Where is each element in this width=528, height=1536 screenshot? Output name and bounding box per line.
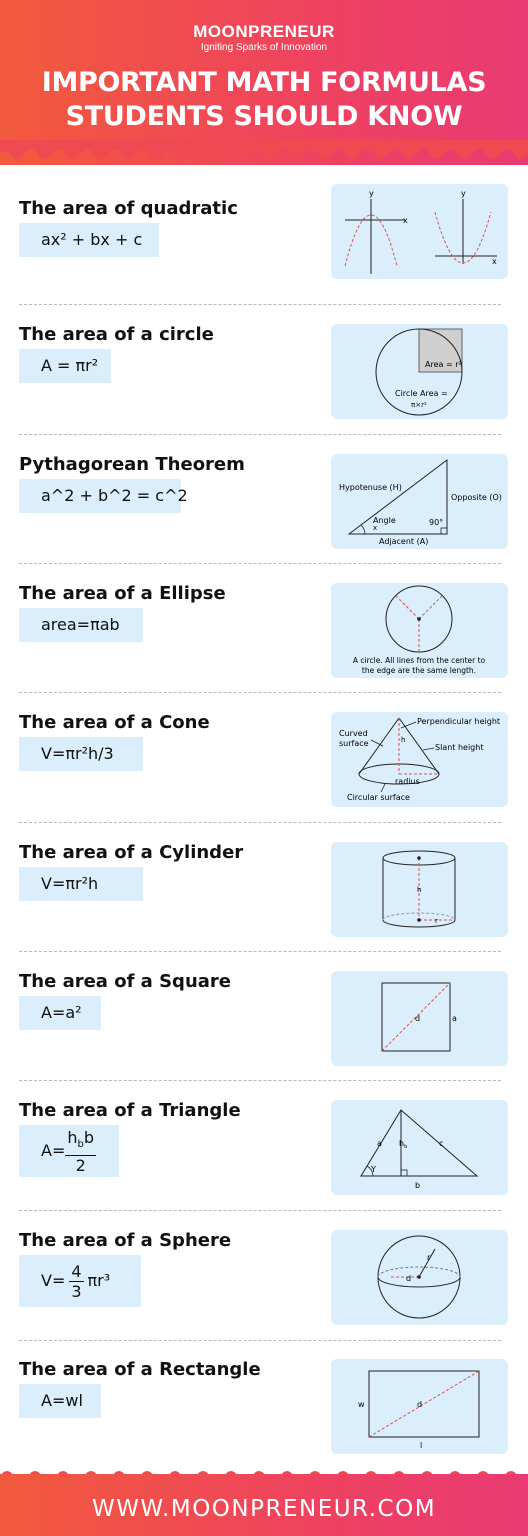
formula-tail: πr³: [87, 1271, 111, 1290]
formula-box: V=πr²h: [19, 867, 143, 901]
circle-diagram: [331, 324, 508, 419]
section-divider: [19, 434, 501, 435]
section-cone: [0, 710, 528, 839]
section-triangle: [0, 1098, 528, 1227]
triangle-c-label: c: [439, 1139, 444, 1148]
section-divider: [19, 563, 501, 564]
pythagorean-diagram: [331, 454, 508, 549]
rectangle-diagram: [331, 1359, 508, 1454]
section-divider: [19, 1340, 501, 1341]
page-title-line-2: STUDENTS SHOULD KNOW: [65, 101, 463, 132]
header-wave-edge: [0, 140, 528, 170]
formula-box: ax² + bx + c: [19, 223, 159, 257]
right-angle-label: 90°: [429, 518, 444, 527]
ellipse-caption: the edge are the same length.: [361, 666, 477, 675]
brand-name: MOONPRENEUR: [193, 22, 335, 41]
curved-label: Curved: [339, 729, 368, 738]
section-title: The area of a Square: [19, 971, 231, 992]
perpendicular-label: Perpendicular height: [417, 717, 501, 726]
ellipse-caption: A circle. All lines from the center to: [352, 656, 486, 665]
axis-label: x: [492, 257, 497, 266]
section-title: The area of a Rectangle: [19, 1359, 261, 1380]
sphere-r-label: r: [427, 1253, 431, 1262]
formula-fraction: [65, 1128, 96, 1174]
square-label: Area = r²: [425, 360, 462, 369]
square-diagram: [331, 971, 508, 1066]
fraction-denominator: 2: [75, 1155, 86, 1175]
triangle-gamma-label: Y: [371, 1165, 376, 1174]
formula-box: a^2 + b^2 = c^2: [19, 479, 181, 513]
slant-label: Slant height: [435, 743, 484, 752]
cone-h-label: h: [401, 736, 406, 744]
triangle-hb-label: h: [399, 1139, 405, 1148]
ellipse-diagram: [331, 583, 508, 678]
section-title: The area of a Cylinder: [19, 842, 244, 863]
section-ellipse: [0, 581, 528, 710]
circular-label: Circular surface: [347, 793, 410, 802]
triangle-diagram: [331, 1100, 508, 1195]
formula-box: A=wl: [19, 1384, 101, 1418]
rectangle-w-label: w: [358, 1400, 365, 1409]
svg-text:hb: [399, 1139, 407, 1150]
page-title: [0, 66, 528, 134]
section-title: The area of a Cone: [19, 712, 210, 733]
cylinder-h-label: h: [417, 886, 422, 894]
formula-prefix: A=: [41, 1141, 66, 1160]
rectangle-l-label: l: [420, 1441, 423, 1450]
quadratic-diagram: [331, 184, 508, 279]
curved-label: surface: [339, 739, 369, 748]
sphere-d-label: d: [406, 1274, 412, 1283]
cone-diagram: [331, 712, 508, 807]
axis-label: x: [403, 216, 408, 225]
triangle-hb-sub: b: [404, 1144, 408, 1150]
numerator-subscript: b: [77, 1139, 84, 1151]
formula-box: [19, 1255, 141, 1307]
section-divider: [19, 951, 501, 952]
circle-label: π×r²: [411, 401, 427, 409]
sphere-diagram: [331, 1230, 508, 1325]
section-divider: [19, 304, 501, 305]
circle-label: Circle Area =: [395, 389, 448, 398]
section-cylinder: [0, 840, 528, 969]
fraction-numerator: h: [67, 1128, 78, 1148]
axis-label: y: [369, 189, 374, 198]
section-divider: [19, 692, 501, 693]
section-divider: [19, 1080, 501, 1081]
square-a-label: a: [452, 1014, 457, 1023]
formula-box: V=πr²h/3: [19, 737, 143, 771]
square-d-label: d: [415, 1014, 421, 1023]
section-divider: [19, 822, 501, 823]
adjacent-label: Adjacent (A): [379, 537, 429, 546]
section-title: The area of a Triangle: [19, 1100, 241, 1121]
section-title: The area of a Sphere: [19, 1230, 232, 1251]
radius-label: radius: [395, 777, 420, 786]
footer-url[interactable]: WWW.MOONPRENEUR.COM: [91, 1496, 437, 1522]
formula-prefix: V=: [41, 1271, 66, 1290]
brand-tagline: Igniting Sparks of Innovation: [200, 42, 328, 53]
formula-fraction: [69, 1262, 83, 1301]
formula-box: [19, 1125, 119, 1177]
section-circle: [0, 322, 528, 451]
triangle-a-label: a: [377, 1139, 382, 1148]
formula-box: area=πab: [19, 608, 143, 642]
section-divider: [19, 1210, 501, 1211]
section-pythagorean: [0, 452, 528, 581]
page-title-line-1: IMPORTANT MATH FORMULAS: [41, 67, 487, 98]
hypotenuse-label: Hypotenuse (H): [339, 483, 402, 492]
fraction-denominator: 3: [71, 1282, 82, 1301]
fraction-numerator: 4: [71, 1262, 82, 1281]
section-quadratic: [0, 189, 528, 325]
axis-label: y: [461, 189, 466, 198]
angle-symbol: x: [373, 524, 378, 532]
angle-label: Angle: [373, 516, 396, 525]
section-square: [0, 969, 528, 1098]
section-title: The area of a circle: [19, 324, 214, 345]
triangle-b-label: b: [415, 1181, 421, 1190]
section-title: The area of a Ellipse: [19, 583, 226, 604]
section-title: The area of quadratic: [19, 198, 238, 219]
rectangle-d-label: d: [417, 1400, 423, 1409]
formula-box: A=a²: [19, 996, 101, 1030]
section-title: Pythagorean Theorem: [19, 454, 245, 475]
fraction-numerator-tail: b: [83, 1128, 95, 1148]
formula-box: A = πr²: [19, 349, 111, 383]
brand-logo: [0, 22, 528, 53]
cylinder-diagram: [331, 842, 508, 937]
cylinder-r-label: r: [435, 917, 438, 925]
section-sphere: [0, 1228, 528, 1357]
opposite-label: Opposite (O): [451, 493, 502, 502]
